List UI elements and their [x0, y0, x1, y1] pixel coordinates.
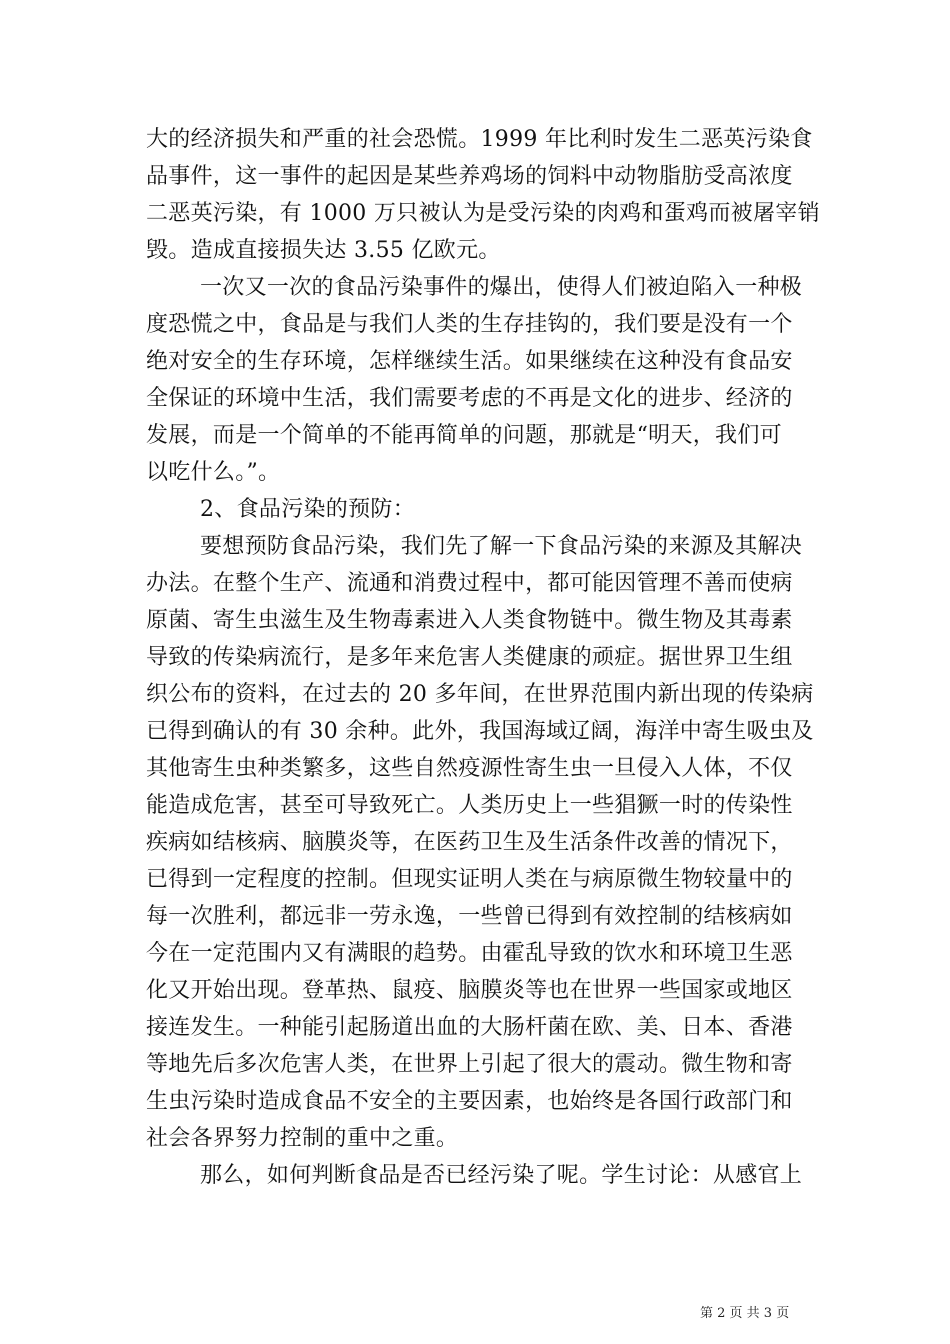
paragraph-line: 毁。造成直接损失达 3.55 亿欧元。 [146, 238, 501, 263]
paragraph-line: 今在一定范围内又有满眼的趋势。由霍乱导致的饮水和环境卫生恶 [146, 941, 793, 966]
paragraph-line: 已得到一定程度的控制。但现实证明人类在与病原微生物较量中的 [146, 867, 793, 892]
paragraph-line: 社会各界努力控制的重中之重。 [146, 1126, 459, 1151]
paragraph-line: 其他寄生虫种类繁多，这些自然疫源性寄生虫一旦侵入人体，不仅 [146, 756, 793, 781]
paragraph-line: 品事件，这一事件的起因是某些养鸡场的饲料中动物脂肪受高浓度 [146, 164, 793, 189]
paragraph-line: 办法。在整个生产、流通和消费过程中，都可能因管理不善而使病 [146, 571, 793, 596]
paragraph-line: 化又开始出现。登革热、鼠疫、脑膜炎等也在世界一些国家或地区 [146, 978, 793, 1003]
paragraph-line: 等地先后多次危害人类，在世界上引起了很大的震动。微生物和寄 [146, 1052, 793, 1077]
paragraph-line: 能造成危害，甚至可导致死亡。人类历史上一些猖獗一时的传染性 [146, 793, 793, 818]
paragraph-line: 绝对安全的生存环境，怎样继续生活。如果继续在这种没有食品安 [146, 349, 793, 374]
paragraph-line: 织公布的资料，在过去的 20 多年间，在世界范围内新出现的传染病 [146, 682, 814, 707]
paragraph-line: 接连发生。一种能引起肠道出血的大肠杆菌在欧、美、日本、香港 [146, 1015, 793, 1040]
paragraph-line: 一次又一次的食品污染事件的爆出，使得人们被迫陷入一种极 [200, 275, 803, 300]
paragraph-line: 已得到确认的有 30 余种。此外，我国海域辽阔，海洋中寄生吸虫及 [146, 719, 814, 744]
paragraph-line: 度恐慌之中，食品是与我们人类的生存挂钩的，我们要是没有一个 [146, 312, 793, 337]
paragraph-line: 大的经济损失和严重的社会恐慌。1999 年比利时发生二恶英污染食 [146, 127, 813, 152]
paragraph-line: 以吃什么。”。 [146, 460, 281, 485]
paragraph-line: 要想预防食品污染，我们先了解一下食品污染的来源及其解决 [200, 534, 803, 559]
paragraph-line: 全保证的环境中生活，我们需要考虑的不再是文化的进步、经济的 [146, 386, 793, 411]
paragraph-line: 原菌、寄生虫滋生及生物毒素进入人类食物链中。微生物及其毒素 [146, 608, 793, 633]
paragraph-line: 那么，如何判断食品是否已经污染了呢。学生讨论：从感官上 [200, 1163, 803, 1188]
paragraph-line: 发展，而是一个简单的不能再简单的问题，那就是“明天，我们可 [146, 423, 782, 448]
paragraph-line: 二恶英污染，有 1000 万只被认为是受污染的肉鸡和蛋鸡而被屠宰销 [146, 201, 820, 226]
paragraph-line: 疾病如结核病、脑膜炎等，在医药卫生及生活条件改善的情况下， [146, 830, 793, 855]
paragraph-line: 每一次胜利，都远非一劳永逸，一些曾已得到有效控制的结核病如 [146, 904, 793, 929]
section-heading: 2、食品污染的预防： [200, 497, 415, 522]
paragraph-line: 导致的传染病流行，是多年来危害人类健康的顽症。据世界卫生组 [146, 645, 793, 670]
paragraph-line: 生虫污染时造成食品不安全的主要因素，也始终是各国行政部门和 [146, 1089, 793, 1114]
page-number: 第 2 页 共 3 页 [700, 1306, 790, 1321]
